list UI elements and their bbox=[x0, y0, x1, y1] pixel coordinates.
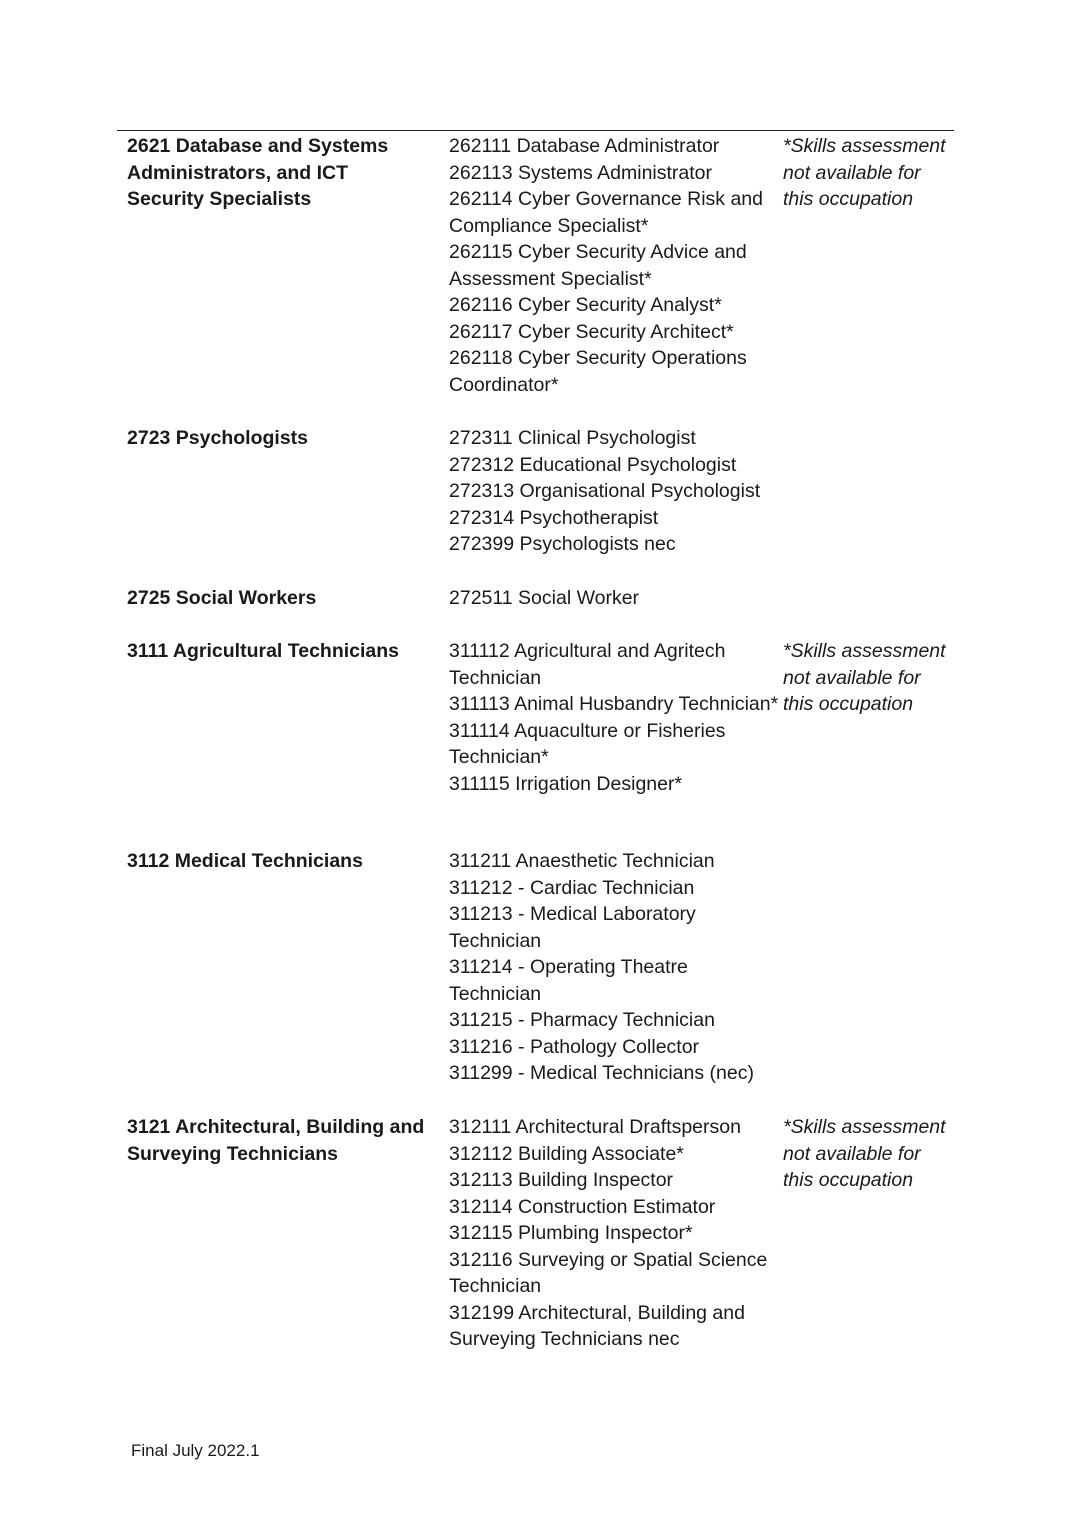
list-item: 311215 - Pharmacy Technician bbox=[449, 1009, 715, 1031]
list-item: 311299 - Medical Technicians (nec) bbox=[449, 1062, 754, 1084]
list-item: 272314 Psychotherapist bbox=[449, 506, 659, 529]
page-footer: Final July 2022.1 bbox=[131, 1441, 260, 1460]
list-item: 272511 Social Worker bbox=[449, 587, 640, 609]
skills-assessment-note: *Skills assessment not available for this occupation bbox=[783, 1116, 946, 1191]
list-item: 262118 Cyber Security Operations Coordinator* bbox=[449, 347, 747, 396]
list-item: 272399 Psychologists nec bbox=[449, 533, 676, 555]
list-item: 272311 Clinical Psychologist bbox=[449, 427, 696, 449]
list-item: 311113 Animal Husbandry Technician* bbox=[449, 693, 779, 715]
list-item: 311115 Irrigation Designer* bbox=[449, 772, 683, 795]
occupation-list bbox=[449, 585, 779, 612]
occupation-list bbox=[449, 425, 779, 558]
occupation-list bbox=[449, 638, 779, 797]
list-item: 311213 - Medical Laboratory Technician bbox=[449, 903, 696, 952]
list-item: 312199 Architectural, Building and Surveying Technicians nec bbox=[449, 1301, 745, 1350]
table-top-rule bbox=[117, 130, 954, 131]
list-item: 312111 Architectural Draftsperson bbox=[449, 1116, 741, 1138]
occupation-list bbox=[449, 1114, 779, 1353]
list-item: 312115 Plumbing Inspector* bbox=[449, 1222, 693, 1244]
list-item: 311112 Agricultural and Agritech Technician bbox=[449, 640, 726, 689]
group-title: 3111 Agricultural Technicians bbox=[127, 640, 400, 662]
list-item: 312112 Building Associate* bbox=[449, 1142, 684, 1165]
skills-assessment-note: *Skills assessment not available for this occupation bbox=[783, 640, 946, 715]
list-item: 312113 Building Inspector bbox=[449, 1169, 674, 1191]
occupation-list bbox=[449, 848, 779, 1087]
list-item: 311114 Aquaculture or Fisheries Technician* bbox=[449, 719, 726, 768]
list-item: 311216 - Pathology Collector bbox=[449, 1035, 700, 1058]
list-item: 262111 Database Administrator bbox=[449, 135, 720, 157]
group-title: 2723 Psychologists bbox=[127, 427, 309, 449]
list-item: 311212 - Cardiac Technician bbox=[449, 876, 695, 899]
group-title: 2621 Database and Systems Administrators, and ICT Security Specialists bbox=[127, 135, 389, 210]
list-item: 311214 - Operating Theatre Technician bbox=[449, 956, 688, 1005]
list-item: 272313 Organisational Psychologist bbox=[449, 480, 761, 502]
list-item: 311211 Anaesthetic Technician bbox=[449, 850, 715, 872]
list-item: 262116 Cyber Security Analyst* bbox=[449, 294, 722, 316]
group-title: 3112 Medical Technicians bbox=[127, 850, 363, 872]
list-item: 312114 Construction Estimator bbox=[449, 1195, 716, 1218]
list-item: 262117 Cyber Security Architect* bbox=[449, 320, 734, 343]
list-item: 262114 Cyber Governance Risk and Compliance Specialist* bbox=[449, 188, 763, 237]
skills-assessment-note: *Skills assessment not available for this occupation bbox=[783, 135, 946, 210]
list-item: 312116 Surveying or Spatial Science Technician bbox=[449, 1248, 768, 1297]
list-item: 262115 Cyber Security Advice and Assessment Specialist* bbox=[449, 241, 747, 290]
group-title: 3121 Architectural, Building and Surveying Technicians bbox=[127, 1116, 425, 1165]
list-item: 262113 Systems Administrator bbox=[449, 161, 713, 184]
occupation-list bbox=[449, 133, 779, 398]
list-item: 272312 Educational Psychologist bbox=[449, 453, 737, 476]
group-title: 2725 Social Workers bbox=[127, 587, 317, 609]
